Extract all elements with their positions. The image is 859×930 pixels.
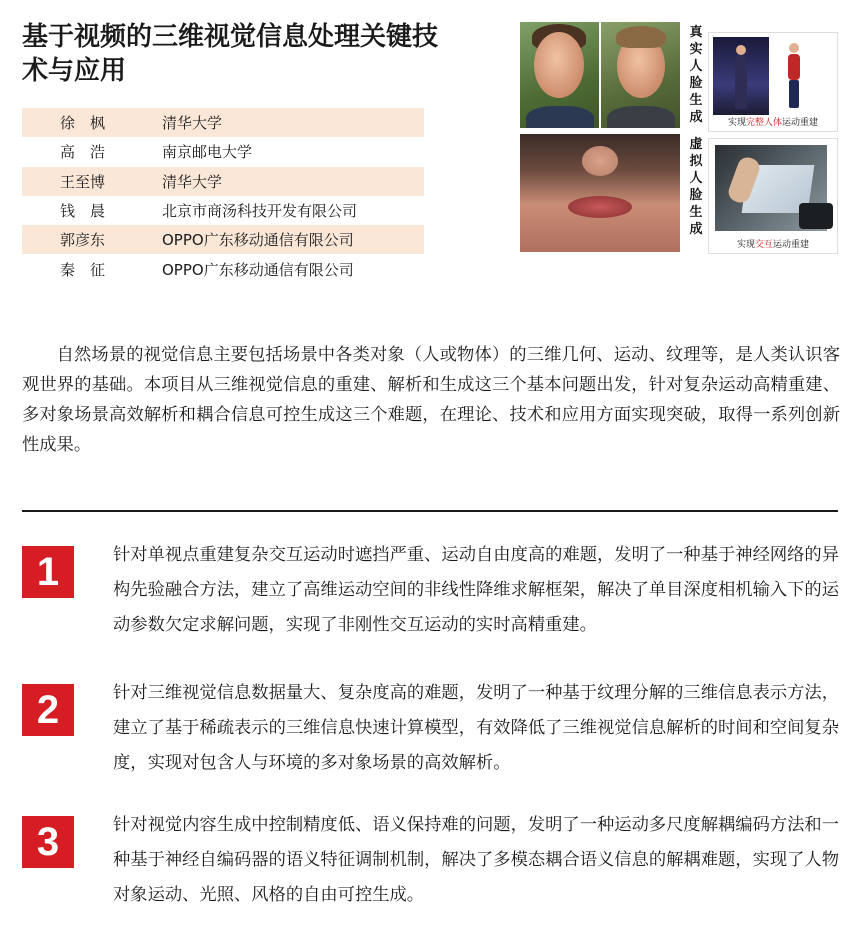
author-org: OPPO广东移动通信有限公司 (162, 231, 354, 250)
interaction-reconstruction-photo (708, 138, 838, 254)
point-text: 针对视觉内容生成中控制精度低、语义保持难的问题，发明了一种运动多尺度解耦编码方法和一种基于神经自编码器的语义特征调制机制，解决了多模态耦合语义信息的解耦难题，实现了人物对象运动、光照、风格的自由可控生成。 (113, 815, 839, 905)
real-face-photo-1 (520, 22, 599, 128)
point-number-badge: 3 (22, 816, 74, 868)
intro-paragraph: 自然场景的视觉信息主要包括场景中各类对象（人或物体）的三维几何、运动、纹理等，是人类认识客观世界的基础。本项目从三维视觉信息的重建、解析和生成这三个基本问题出发，针对复杂运动高精重建、多对象场景高效解析和耦合信息可控生成这三个难题，在理论、技术和应用方面实现突破，取得一系列创新性成果。 (22, 345, 840, 455)
result-figure (520, 22, 836, 252)
author-row (22, 167, 424, 196)
real-face-photo-2 (601, 22, 680, 128)
body-reconstruction-photo (708, 32, 838, 132)
author-name: 徐 枫 (60, 114, 106, 133)
author-org: 南京邮电大学 (162, 143, 253, 162)
body-reconstruction-caption: 实现完整人体运动重建 (709, 115, 837, 131)
author-row (22, 225, 424, 254)
point-number-badge: 1 (22, 546, 74, 598)
author-name: 王至博 (60, 172, 106, 191)
author-org: 清华大学 (162, 114, 223, 133)
author-row (22, 254, 424, 283)
virtual-face-label: 虚拟人脸生成 (689, 137, 703, 237)
author-row (22, 108, 424, 137)
author-org: OPPO广东移动通信有限公司 (162, 260, 354, 279)
author-name: 高 浩 (60, 143, 106, 162)
author-row (22, 137, 424, 166)
author-name: 秦 征 (60, 260, 106, 279)
point-number-badge: 2 (22, 684, 74, 736)
section-divider (22, 510, 838, 512)
page-title: 基于视频的三维视觉信息处理关键技术与应用 (22, 22, 439, 86)
real-face-label: 真实人脸生成 (689, 25, 703, 125)
author-org: 北京市商汤科技开发有限公司 (162, 202, 358, 221)
author-name: 郭彦东 (60, 231, 106, 250)
point-text: 针对三维视觉信息数据量大、复杂度高的难题，发明了一种基于纹理分解的三维信息表示方法，建立了基于稀疏表示的三维信息快速计算模型，有效降低了三维视觉信息解析的时间和空间复杂度，实现对包含人与环境的多对象场景的高效解析。 (113, 683, 839, 773)
virtual-face-photo (520, 134, 680, 252)
author-org: 清华大学 (162, 172, 223, 191)
author-list (22, 108, 424, 284)
author-name: 钱 晨 (60, 202, 106, 221)
point-text: 针对单视点重建复杂交互运动时遮挡严重、运动自由度高的难题，发明了一种基于神经网络的异构先验融合方法，建立了高维运动空间的非线性降维求解框架，解决了单目深度相机输入下的运动参数欠定求解问题，实现了非刚性交互运动的实时高精重建。 (113, 545, 839, 635)
author-row (22, 196, 424, 225)
interaction-reconstruction-caption: 实现交互运动重建 (709, 237, 837, 253)
